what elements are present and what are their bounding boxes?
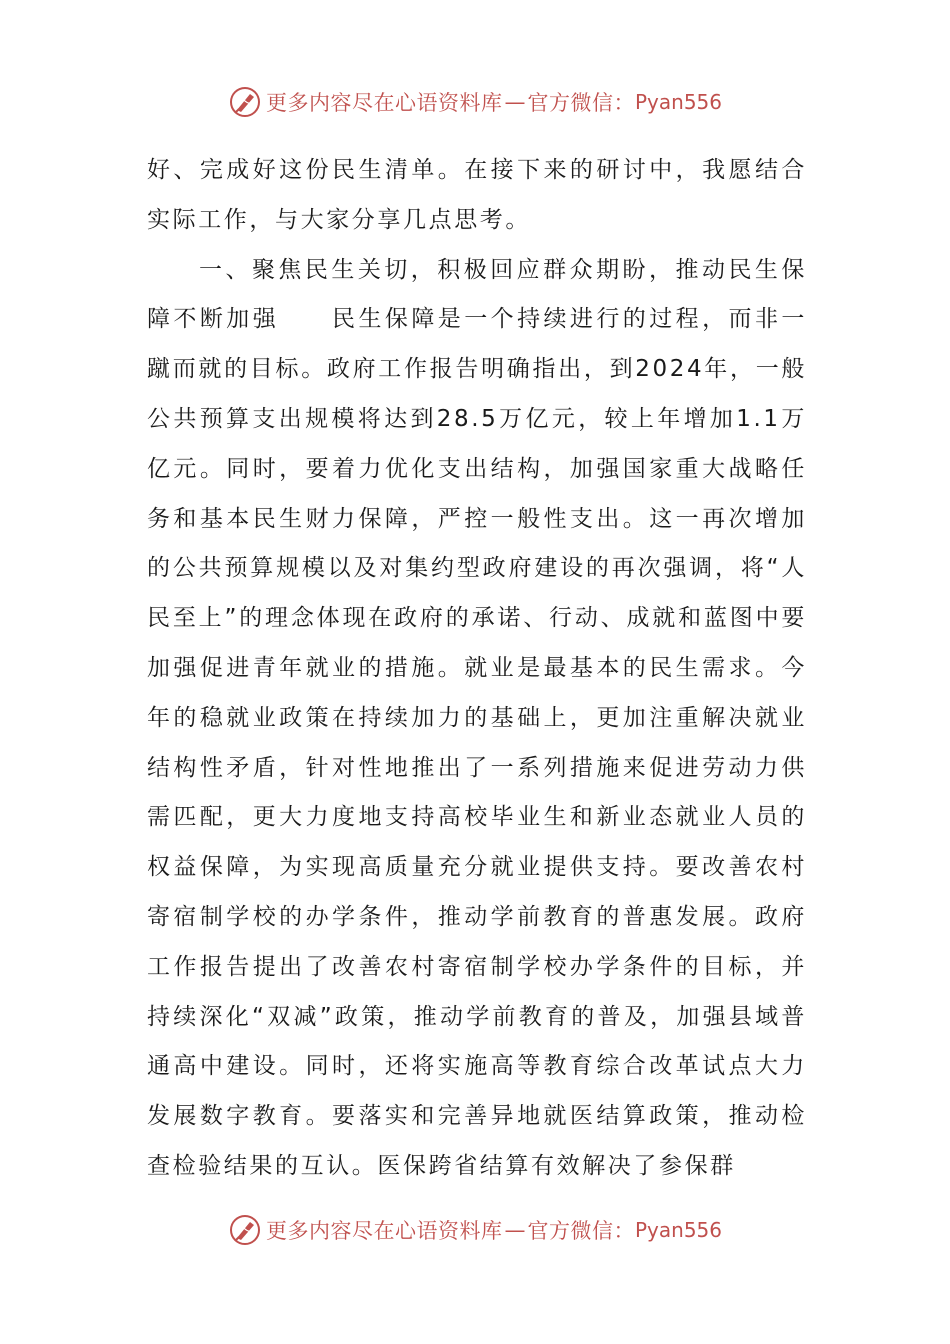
document-body <box>147 146 807 1192</box>
paragraph-1: 好、完成好这份民生清单。在接下来的研讨中，我愿结合实际工作，与大家分享几点思考。 <box>147 157 807 233</box>
watermark-footer <box>0 1210 950 1250</box>
watermark-handle-id: Pyan556 <box>634 1218 722 1242</box>
watermark-separator: — <box>504 90 526 114</box>
watermark-handle-label: 官方微信： <box>527 1219 635 1243</box>
watermark-handle-label: 官方微信： <box>527 91 635 115</box>
watermark-header <box>0 82 950 122</box>
watermark-handle-id: Pyan556 <box>634 90 722 114</box>
paragraph-2: 一、聚焦民生关切，积极回应群众期盼，推动民生保障不断加强 民生保障是一个持续进行的过程，而非一蹴而就的目标。政府工作报告明确指出，到2024年，一般公共预算支出规模将达到28.5万亿元，较上年增加1.1万亿元。同时，要着力优化支出结构，加强国家重大战略任务和基本民生财力保障，严控一般性支出。这一再次增加的公共预算规模以及对集约型政府建设的再次强调，将“人民至上”的理念体现在政府的承诺、行动、成就和蓝图中要加强促进青年就业的措施。就业是最基本的民生需求。今年的稳就业政策在持续加力的基础上，更加注重解决就业结构性矛盾，针对性地推出了一系列措施来促进劳动力供需匹配，更大力度地支持高校毕业生和新业态就业人员的权益保障，为实现高质量充分就业提供支持。要改善农村寄宿制学校的办学条件，推动学前教育的普惠发展。政府工作报告提出了改善农村寄宿制学校办学条件的目标，并持续深化“双减”政策，推动学前教育的普及，加强县域普通高中建设。同时，还将实施高等教育综合改革试点大力发展数字教育。要落实和完善异地就医结算政策，推动检查检验结果的互认。医保跨省结算有效解决了参保群 <box>147 256 807 1179</box>
watermark-separator: — <box>504 1218 526 1242</box>
watermark-brand: 更多内容尽在心语资料库 <box>265 91 503 115</box>
quill-pen-seal-icon <box>228 1213 262 1247</box>
watermark-brand: 更多内容尽在心语资料库 <box>265 1219 503 1243</box>
quill-pen-seal-icon <box>228 85 262 119</box>
